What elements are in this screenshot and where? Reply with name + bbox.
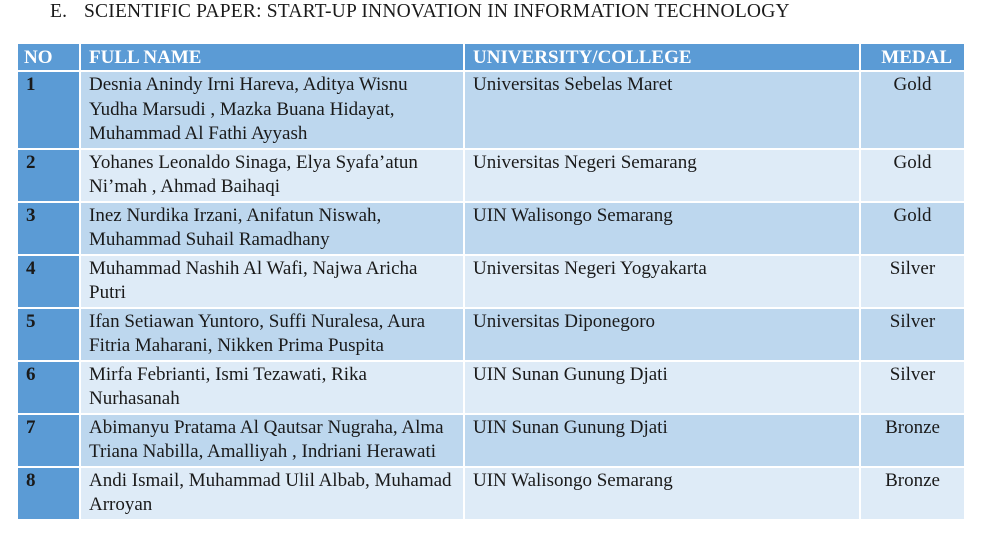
table-row <box>18 362 964 413</box>
university-cell: UIN Walisongo Semarang <box>465 203 859 254</box>
university-cell: Universitas Sebelas Maret <box>465 72 859 148</box>
column-header-no: NO <box>18 44 79 70</box>
medal-cell: Gold <box>861 150 964 201</box>
full-name-cell: Muhammad Nashih Al Wafi, Najwa Aricha Putri <box>81 256 463 307</box>
university-cell: Universitas Negeri Semarang <box>465 150 859 201</box>
row-number: 8 <box>18 468 79 519</box>
university-cell: UIN Sunan Gunung Djati <box>465 415 859 466</box>
header-row <box>18 44 964 70</box>
university-cell: UIN Sunan Gunung Djati <box>465 362 859 413</box>
medal-cell: Bronze <box>861 415 964 466</box>
medal-cell: Silver <box>861 256 964 307</box>
row-number: 5 <box>18 309 79 360</box>
full-name-cell: Mirfa Febrianti, Ismi Tezawati, Rika Nurhasanah <box>81 362 463 413</box>
full-name-cell: Inez Nurdika Irzani, Anifatun Niswah, Muhammad Suhail Ramadhany <box>81 203 463 254</box>
section-title: SCIENTIFIC PAPER: START-UP INNOVATION IN INFORMATION TECHNOLOGY <box>84 1 790 22</box>
table-header <box>18 44 964 70</box>
table-row <box>18 415 964 466</box>
table-row <box>18 72 964 148</box>
table-row <box>18 150 964 201</box>
column-header-medal: MEDAL <box>861 44 964 70</box>
university-cell: Universitas Diponegoro <box>465 309 859 360</box>
table-body <box>18 72 964 519</box>
medal-cell: Silver <box>861 362 964 413</box>
column-header-full-name: FULL NAME <box>81 44 463 70</box>
table-row <box>18 309 964 360</box>
column-header-university: UNIVERSITY/COLLEGE <box>465 44 859 70</box>
section-heading <box>50 0 790 24</box>
row-number: 6 <box>18 362 79 413</box>
results-table <box>16 42 966 521</box>
medal-cell: Gold <box>861 203 964 254</box>
row-number: 3 <box>18 203 79 254</box>
row-number: 7 <box>18 415 79 466</box>
row-number: 1 <box>18 72 79 148</box>
full-name-cell: Desnia Anindy Irni Hareva, Aditya Wisnu Yudha Marsudi , Mazka Buana Hidayat, Muhammad Al Fathi Ayyash <box>81 72 463 148</box>
medal-cell: Silver <box>861 309 964 360</box>
full-name-cell: Andi Ismail, Muhammad Ulil Albab, Muhamad Arroyan <box>81 468 463 519</box>
full-name-cell: Ifan Setiawan Yuntoro, Suffi Nuralesa, Aura Fitria Maharani, Nikken Prima Puspita <box>81 309 463 360</box>
full-name-cell: Yohanes Leonaldo Sinaga, Elya Syafa’atun Ni’mah , Ahmad Baihaqi <box>81 150 463 201</box>
section-letter: E. <box>50 1 68 22</box>
university-cell: Universitas Negeri Yogyakarta <box>465 256 859 307</box>
full-name-cell: Abimanyu Pratama Al Qautsar Nugraha, Alma Triana Nabilla, Amalliyah , Indriani Herawati <box>81 415 463 466</box>
table-row <box>18 203 964 254</box>
row-number: 4 <box>18 256 79 307</box>
medal-cell: Gold <box>861 72 964 148</box>
medal-cell: Bronze <box>861 468 964 519</box>
table-row <box>18 468 964 519</box>
table-row <box>18 256 964 307</box>
university-cell: UIN Walisongo Semarang <box>465 468 859 519</box>
row-number: 2 <box>18 150 79 201</box>
